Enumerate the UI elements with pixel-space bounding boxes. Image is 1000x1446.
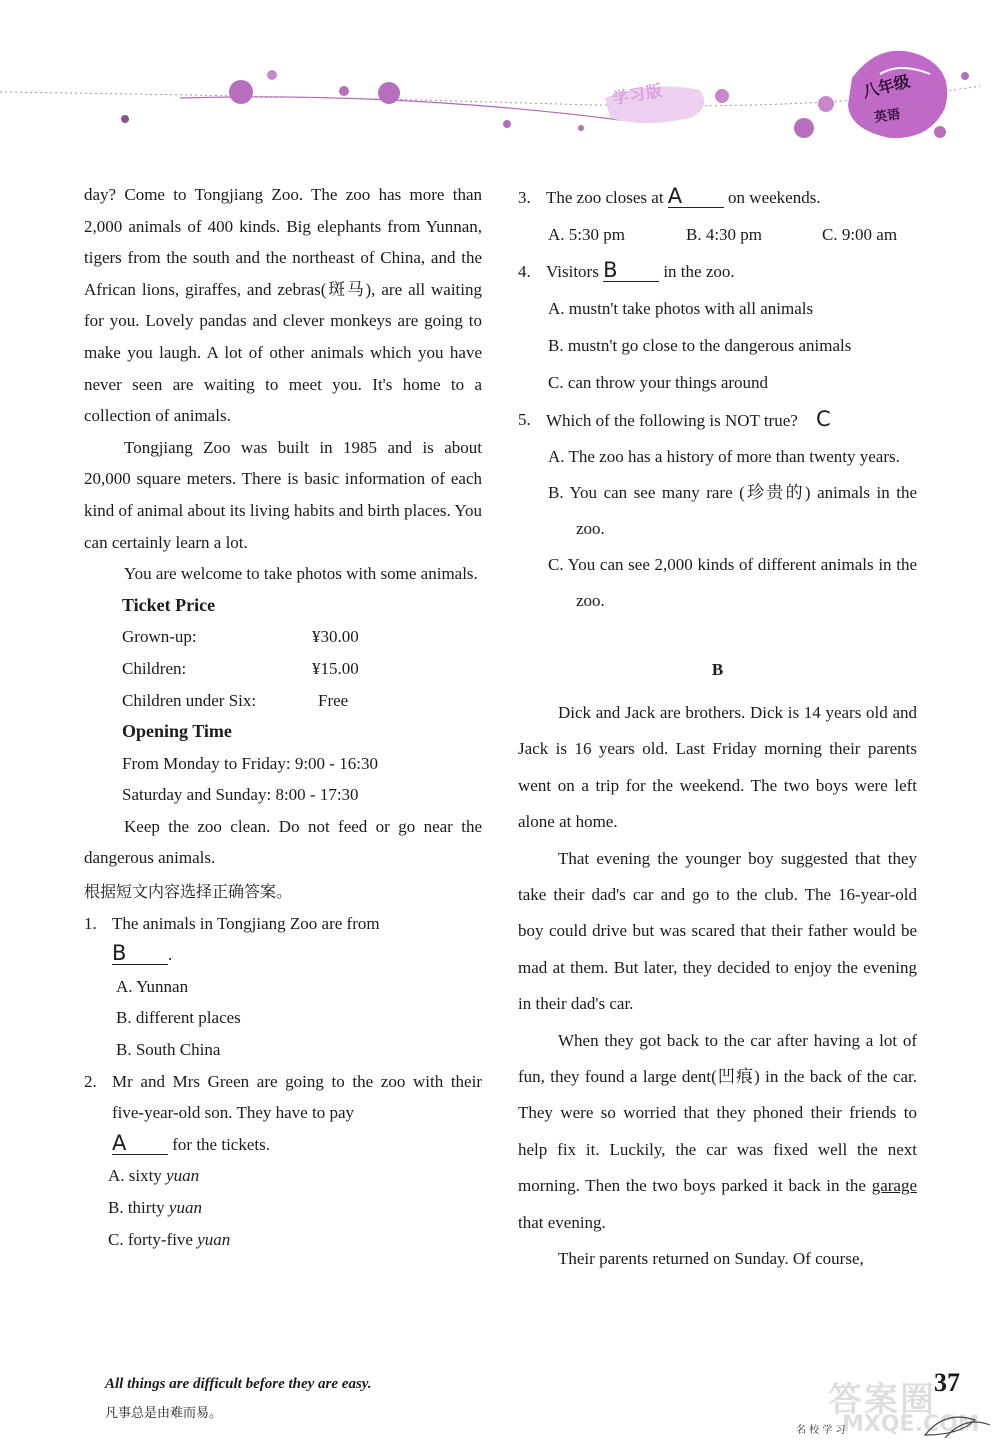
option-text: B. thirty	[108, 1198, 169, 1217]
passage-a-paragraph-1: day? Come to Tongjiang Zoo. The zoo has more than 2,000 animals of 400 kinds. Big elephants from Yunnan, tigers from the south and the northeast of China, and the African lions, giraffes, and zebras(斑马), are all waiting for you. Lovely pandas and clever monkeys are going to make you laugh. A lot of other animals which you have never seen are waiting to meet you. It's home to a collection of animals.	[84, 185, 482, 426]
option: C. 9:00 am	[822, 225, 898, 244]
question-3	[518, 179, 917, 216]
footer-brand: 名 校 学 习	[796, 1425, 846, 1436]
passage-a-paragraph-3: You are welcome to take photos with some animals.	[124, 564, 478, 584]
brand-subject: 英语	[873, 107, 902, 126]
question-text: The zoo closes at	[546, 188, 664, 207]
passage-b-paragraph-4: Their parents returned on Sunday. Of course,	[558, 1249, 864, 1269]
answer-handwritten: C	[816, 407, 831, 431]
option	[84, 1224, 482, 1256]
ticket-label: Grown-up:	[122, 627, 197, 647]
question-4	[518, 253, 917, 290]
question-5	[518, 401, 917, 439]
question-text-end: .	[168, 945, 173, 965]
ticket-price: ¥15.00	[312, 658, 359, 678]
option: B. You can see many rare (珍贵的) animals in the zoo.	[548, 483, 917, 538]
opening-weekday: From Monday to Friday: 9:00 - 16:30	[122, 753, 378, 773]
motto-chinese: 凡事总是由难而易。	[105, 1406, 223, 1421]
header-decoration	[0, 0, 1000, 160]
option: A. Yunnan	[116, 976, 189, 996]
option: C. You can see 2,000 kinds of different animals in the zoo.	[548, 555, 917, 610]
option-unit: yuan	[197, 1229, 231, 1249]
underlined-word: garage	[871, 1176, 917, 1196]
paragraph-text: When they got back to the car after having a lot of fun, they found a large dent(凹痕) in the back of the car. They were so worried that they phoned their friends to help fix it. Luckily, the car was fixed well the next morning. Then the two boys parked it back in the	[518, 1030, 917, 1196]
ticket-price: Free	[318, 690, 349, 710]
page-number: 37	[934, 1368, 960, 1397]
passage-b-title: B	[711, 660, 724, 679]
option: B. 4:30 pm	[686, 225, 763, 244]
ticket-price: ¥30.00	[312, 627, 359, 647]
question-1	[84, 908, 482, 971]
option: B. different places	[116, 1008, 241, 1028]
closing-note: Keep the zoo clean. Do not feed or go near the dangerous animals.	[84, 816, 482, 868]
question-text: The animals in Tongjiang Zoo are from	[112, 913, 380, 933]
option: A. The zoo has a history of more than twenty years.	[548, 447, 900, 466]
question-number: 1.	[84, 913, 97, 933]
motto-english: All things are difficult before they are easy.	[105, 1376, 372, 1392]
passage-a-paragraph-2: Tongjiang Zoo was built in 1985 and is about 20,000 square meters. There is basic information of each kind of animal about its living habits and birth places. You can certainly learn a lot.	[84, 437, 482, 552]
watermark: 答案圈	[828, 1380, 936, 1420]
question-text-end: on weekends.	[728, 188, 821, 207]
answer-handwritten: B	[112, 941, 127, 966]
ticket-price-section	[84, 590, 482, 811]
brand-small-logo: 学习版	[610, 80, 665, 109]
option-unit: yuan	[168, 1198, 202, 1217]
opening-weekend: Saturday and Sunday: 8:00 - 17:30	[122, 785, 359, 805]
right-column	[518, 179, 917, 1278]
brand-grade: 八年级	[860, 71, 912, 102]
question-2	[84, 1066, 482, 1161]
answer-handwritten: A	[112, 1130, 127, 1155]
answer-blank	[112, 1130, 168, 1155]
option	[84, 1160, 482, 1192]
answer-blank	[668, 186, 724, 208]
question-text: Visitors	[546, 262, 599, 281]
option-text: C. forty-five	[108, 1229, 198, 1249]
answer-blank	[112, 943, 168, 965]
question-number: 4.	[518, 262, 531, 281]
ticket-price-title: Ticket Price	[122, 594, 216, 615]
option: B. mustn't go close to the dangerous animals	[548, 336, 852, 355]
ticket-row	[122, 621, 482, 653]
page-header	[0, 0, 1000, 160]
passage-b-paragraph-3	[518, 1023, 917, 1241]
option	[84, 1192, 482, 1224]
answer-handwritten: A	[667, 184, 683, 208]
question-number: 2.	[84, 1071, 97, 1091]
question-number: 3.	[518, 188, 531, 207]
left-column	[84, 179, 482, 1255]
opening-time-title: Opening Time	[122, 721, 232, 742]
watermark-url: MXQE.COM	[842, 1412, 980, 1437]
paragraph-text: that evening.	[518, 1212, 606, 1232]
question-number: 5.	[518, 410, 531, 429]
question-text-end: in the zoo.	[663, 262, 735, 281]
answer-blank	[603, 260, 659, 282]
question-text-end: for the tickets.	[172, 1134, 270, 1154]
question-text: Mr and Mrs Green are going to the zoo with their five-year-old son. They have to pay	[112, 1071, 482, 1123]
option-text: A. sixty	[108, 1166, 167, 1186]
option: A. 5:30 pm	[548, 225, 625, 244]
ticket-row	[122, 653, 482, 685]
instruction: 根据短文内容选择正确答案。	[84, 882, 293, 902]
ticket-row	[122, 685, 482, 717]
ticket-label: Children:	[122, 658, 187, 678]
passage-b	[518, 695, 917, 1278]
option: B. South China	[116, 1040, 221, 1060]
answer-handwritten: B	[603, 258, 618, 282]
option-row	[518, 216, 917, 253]
option: C. can throw your things around	[548, 373, 769, 392]
option-unit: yuan	[166, 1166, 200, 1186]
option: A. mustn't take photos with all animals	[548, 299, 814, 318]
question-text: Which of the following is NOT true?	[546, 411, 798, 430]
passage-b-paragraph-2: That evening the younger boy suggested that they take their dad's car and go to the club. The 16-year-old boy could drive but was scared that their father would be mad at them. But later, they decided to enjoy the evening in their dad's car.	[518, 848, 917, 1014]
leaf-ornament-icon	[915, 1380, 995, 1440]
passage-b-paragraph-1: Dick and Jack are brothers. Dick is 14 years old and Jack is 16 years old. Last Friday morning their parents went on a trip for the weekend. The two boys were left alone at home.	[518, 703, 917, 832]
ticket-label: Children under Six:	[122, 690, 257, 710]
